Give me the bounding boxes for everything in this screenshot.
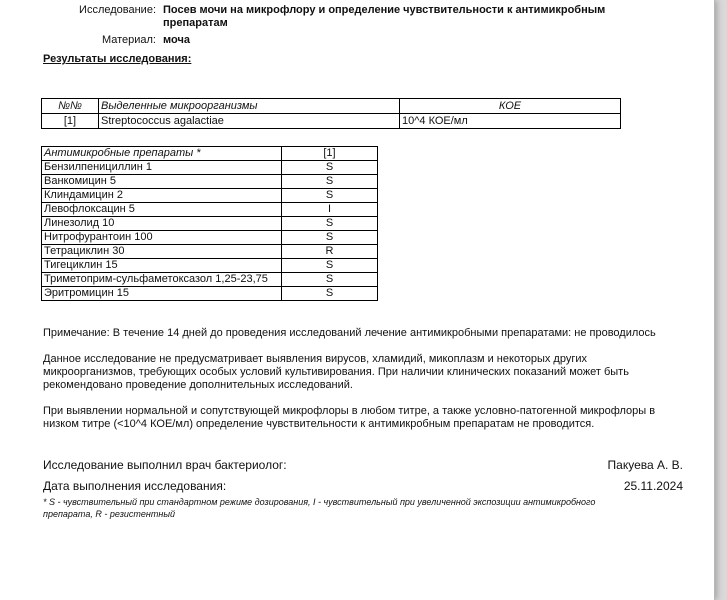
drug-name: Тетрациклин 30 [42,245,282,259]
study-value-line2: препаратам [163,17,228,29]
col-organism-header: Выделенные микроорганизмы [99,99,400,114]
table-row [42,175,378,189]
material-value: моча [163,34,190,46]
organism-cfu: 10^4 КОЕ/мл [400,114,621,129]
drug-name: Клиндамицин 2 [42,189,282,203]
results-title: Результаты исследования: [43,53,192,65]
table-row [42,161,378,175]
performer-label: Исследование выполнил врач бактериолог: [43,458,287,472]
drug-name: Линезолид 10 [42,217,282,231]
drug-result: S [282,217,378,231]
drug-result: S [282,287,378,301]
performer-name: Пакуева А. В. [607,458,683,472]
drug-result: S [282,231,378,245]
disclaimer-line2: микроорганизмов, требующих особых условий культивирования. При наличии клинических показаний может быть [43,366,629,378]
disclaimer-line3: рекомендовано проведение дополнительных исследований. [43,379,353,391]
drug-result: S [282,175,378,189]
drug-name: Бензилпенициллин 1 [42,161,282,175]
study-value [163,4,605,30]
table-row [42,203,378,217]
organisms-table [41,98,621,129]
study-label: Исследование: [79,4,156,16]
drug-result: S [282,273,378,287]
drug-name: Левофлоксацин 5 [42,203,282,217]
col-cfu-header: КОЕ [400,99,621,114]
legend-footnote [43,496,703,520]
drug-result: R [282,245,378,259]
table-row [42,231,378,245]
disclaimer-paragraph [43,353,693,392]
drug-result: S [282,259,378,273]
flora-note-paragraph [43,405,693,431]
drug-name: Эритромицин 15 [42,287,282,301]
material-label: Материал: [101,34,156,46]
drug-name: Нитрофурантоин 100 [42,231,282,245]
drug-result: S [282,189,378,203]
antibiotics-header-row [42,147,378,161]
organism-number: [1] [42,114,99,129]
date-value: 25.11.2024 [623,479,683,493]
table-row [42,217,378,231]
drug-name: Тигециклин 15 [42,259,282,273]
organism-name: Streptococcus agalactiae [99,114,400,129]
col-drug-header: Антимикробные препараты * [42,147,282,161]
disclaimer-line1: Данное исследование не предусматривает выявления вирусов, хламидий, микоплазм и некоторых других [43,353,587,365]
table-row [42,259,378,273]
table-row [42,189,378,203]
antibiotics-table [41,146,378,301]
footnote-line1: * S - чувствительный при стандартном режиме дозирования, I - чувствительный при увеличенной экспозиции антимикробного [43,497,596,507]
drug-result: I [282,203,378,217]
date-label: Дата выполнения исследования: [43,479,227,493]
table-row [42,273,378,287]
flora-note-line2: низком титре (<10^4 КОЕ/мл) определение чувствительности к антимикробным препаратам не проводится. [43,418,595,430]
drug-name: Ванкомицин 5 [42,175,282,189]
drug-name: Триметоприм-сульфаметоксазол 1,25-23,75 [42,273,282,287]
col-number-header: №№ [42,99,99,114]
table-row [42,245,378,259]
col-result-header: [1] [282,147,378,161]
organisms-header-row [42,99,621,114]
flora-note-line1: При выявлении нормальной и сопутствующей микрофлоры в любом титре, а также условно-патогенной микрофлоры в [43,405,656,417]
table-row [42,287,378,301]
drug-result: S [282,161,378,175]
study-value-line1: Посев мочи на микрофлору и определение чувствительности к антимикробным [163,4,606,16]
footnote-line2: препарата, R - резистентный [43,509,175,519]
table-row [42,114,621,129]
treatment-note: Примечание: В течение 14 дней до проведения исследований лечение антимикробными препаратами: не проводилось [43,327,656,339]
